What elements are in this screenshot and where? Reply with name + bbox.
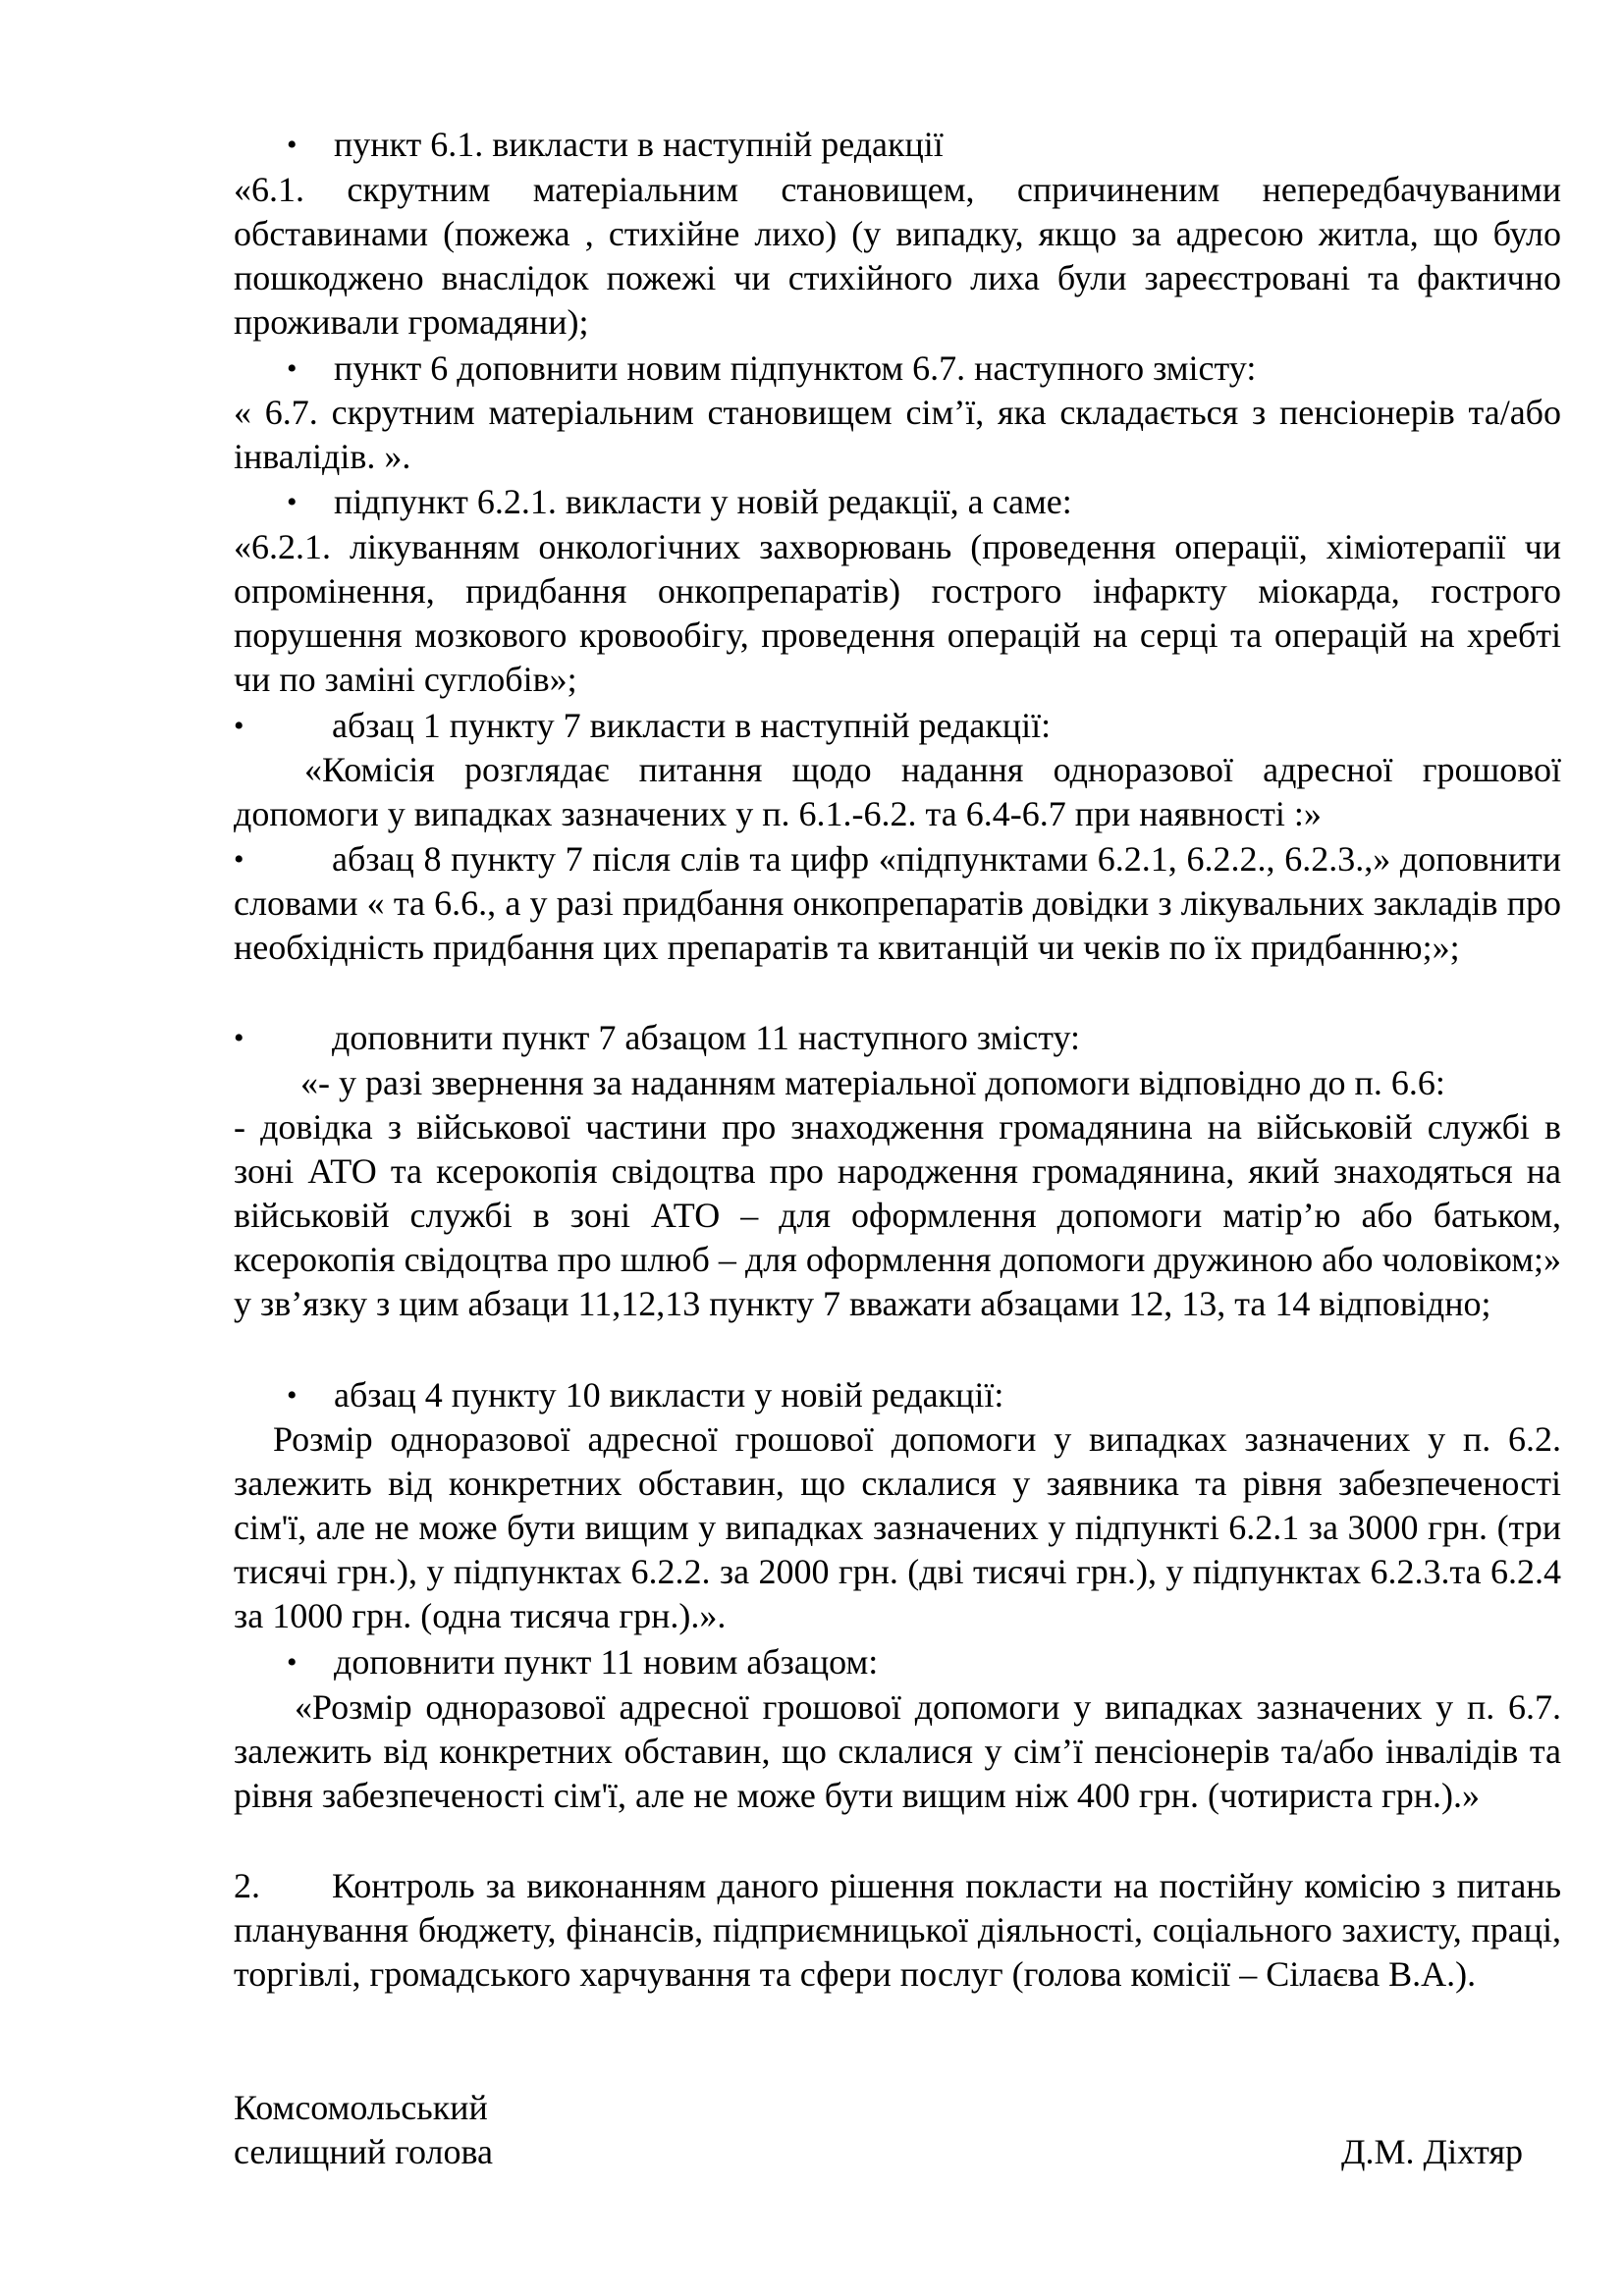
bullet-glyph: • <box>287 129 298 161</box>
bullet-item: абзац 8 пункту 7 після слів та цифр «підпунктами 6.2.1, 6.2.2., 6.2.3.,» доповнити словами « та 6.6., а у разі придбання онкопрепаратів довідки з лікувальних закладів про необхідність придбання цих препаратів та квитанцій чи чеків по їх придбанню;»; <box>234 839 1561 967</box>
paragraph: «Розмір одноразової адресної грошової допомоги у випадках зазначених у п. 6.7. залежить від конкретних обставин, що склалися у сім’ї пенсіонерів та/або інвалідів та рівня забезпеченості сім'ї, але не може бути вищим ніж 400 грн. (чотириста грн.).» <box>234 1687 1561 1815</box>
paragraph: «6.2.1. лікуванням онкологічних захворювань (проведення операції, хіміотерапії чи опромінення, придбання онкопрепаратів) гострого інфаркту міокарда, гострого порушення мозкового кровообігу, проведення операцій на серці та операцій на хребті чи по заміні суглобів»; <box>234 527 1561 699</box>
bullet-item: доповнити пункт 11 новим абзацом: <box>334 1642 879 1682</box>
bullet-glyph: • <box>287 1646 298 1679</box>
bullet-glyph: • <box>234 1022 244 1054</box>
bullet-glyph: • <box>287 352 298 385</box>
bullet-glyph: • <box>234 843 244 876</box>
paragraph: «Комісія розглядає питання щодо надання одноразової адресної грошової допомоги у випадках зазначених у п. 6.1.-6.2. та 6.4-6.7 при наявності :» <box>234 750 1561 833</box>
signatory-name: Д.М. Діхтяр <box>1340 2132 1523 2171</box>
paragraph: Розмір одноразової адресної грошової допомоги у випадках зазначених у п. 6.2. залежить від конкретних обставин, що склалися у заявника та рівня забезпеченості сім'ї, але не може бути вищим у випадках зазначених у підпункті 6.2.1 за 3000 грн. (три тисячі грн.), у підпунктах 6.2.2. за 2000 грн. (дві тисячі грн.), у підпунктах 6.2.3.та 6.2.4 за 1000 грн. (одна тисяча грн.).». <box>234 1419 1561 1635</box>
bullet-glyph: • <box>234 710 244 742</box>
paragraph: « 6.7. скрутним матеріальним становищем сім’ї, яка складається з пенсіонерів та/або інвалідів. ». <box>234 393 1561 476</box>
bullet-glyph: • <box>287 486 298 518</box>
bullet-glyph: • <box>287 1379 298 1412</box>
paragraph: «6.1. скрутним матеріальним становищем, спричиненим непередбачуваними обставинами (пожежа , стихійне лихо) (у випадку, якщо за адресою житла, що було пошкоджено внаслідок пожежі чи стихійного лиха були зареєстровані та фактично проживали громадяни); <box>234 170 1561 342</box>
bullet-item: пункт 6.1. викласти в наступній редакції <box>334 125 944 164</box>
bullet-item: абзац 4 пункту 10 викласти у новій редакції: <box>334 1375 1004 1415</box>
signature-title-line2: селищний голова <box>234 2132 494 2171</box>
paragraph: - довідка з військової частини про знаходження громадянина на військовій службі в зоні АТО та ксерокопія свідоцтва про народження громадянина, який знаходяться на військовій службі в зоні АТО – для оформлення допомоги матір’ю або батьком, ксерокопія свідоцтва про шлюб – для оформлення допомоги дружиною або чоловіком;» у зв’язку з цим абзаци 11,12,13 пункту 7 вважати абзацами 12, 13, та 14 відповідно; <box>234 1107 1561 1323</box>
bullet-item: пункт 6 доповнити новим підпунктом 6.7. наступного змісту: <box>334 348 1257 388</box>
paragraph: «- у разі звернення за наданням матеріальної допомоги відповідно до п. 6.6: <box>300 1063 1445 1102</box>
bullet-item: абзац 1 пункту 7 викласти в наступній редакції: <box>332 706 1052 745</box>
bullet-item: доповнити пункт 7 абзацом 11 наступного змісту: <box>332 1018 1081 1057</box>
item-number: 2. <box>234 1866 260 1905</box>
paragraph: Контроль за виконанням даного рішення покласти на постійну комісію з питань планування бюджету, фінансів, підприємницької діяльності, соціального захисту, праці, торгівлі, громадського харчування та сфери послуг (голова комісії – Сілаєва В.А.). <box>234 1866 1561 1994</box>
bullet-item: підпункт 6.2.1. викласти у новій редакції, а саме: <box>334 482 1072 521</box>
signature-title-line1: Комсомольський <box>234 2088 488 2127</box>
